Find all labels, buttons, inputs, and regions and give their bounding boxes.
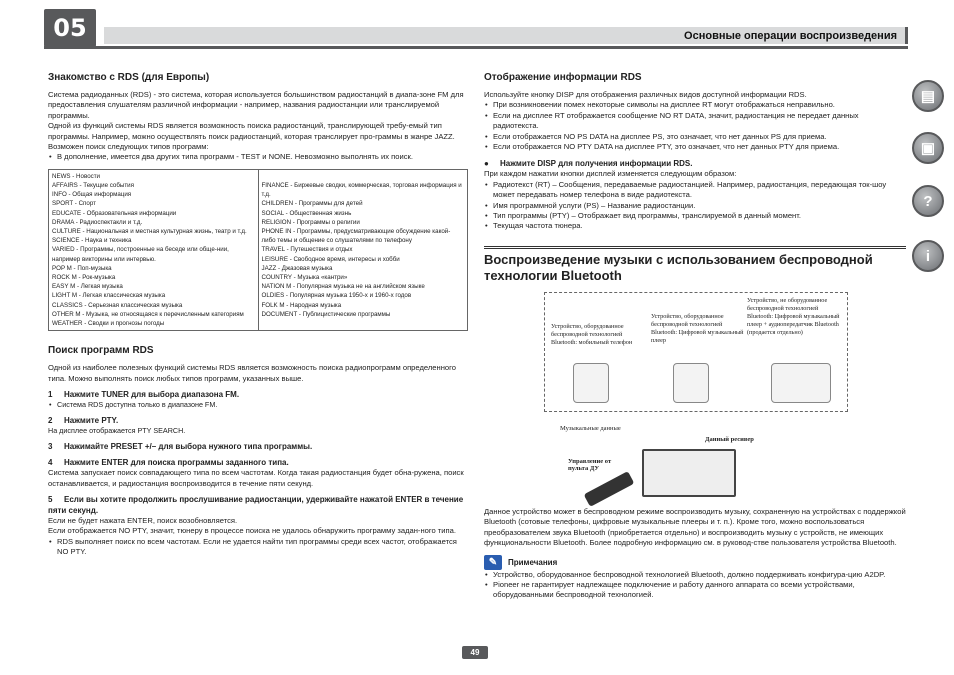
table-entry: NATION M - Популярная музыка не на английском языке bbox=[261, 283, 425, 291]
device-2-label: Устройство, оборудованное беспроводной технологией Bluetooth: Цифровой музыкальный плеер bbox=[651, 312, 744, 344]
display-item: • Текущая частота тюнера. bbox=[484, 221, 906, 231]
table-entry: OTHER M - Музыка, не относящаяся к перечисленным категориям bbox=[52, 310, 244, 318]
receiver-icon bbox=[642, 449, 736, 497]
notes-title: Примечания bbox=[508, 557, 558, 567]
table-entry: RELIGION - Программы о религии bbox=[261, 218, 360, 226]
display-item: • Тип программы (PTY) – Отображает вид программы, транслируемой в данный момент. bbox=[484, 211, 906, 221]
display-note: • Если на дисплее RT отображается сообщение NO RT DATA, значит, радиостанция не передает данных радиотекста. bbox=[484, 111, 906, 132]
rds-paragraph-1: Система радиоданных (RDS) - это система, которая используется большинством радиостанций в диапа-зоне FM для предоставления слушателям различной информации - например, названия радиостанции или транслируемой программы. bbox=[48, 90, 464, 120]
header-rule bbox=[44, 46, 908, 49]
receiver-label: Данный ресивер bbox=[705, 436, 754, 443]
search-title: Поиск программ RDS bbox=[48, 345, 154, 357]
display-title: Отображение информации RDS bbox=[484, 72, 642, 83]
step-2: 2 Нажмите PTY. bbox=[48, 416, 119, 426]
rds-title: Знакомство с RDS (для Европы) bbox=[48, 72, 210, 83]
step-4-sub: Система запускает поиск совпадающего типа по всем частотам. Когда такая радиостанция будет обна-ружена, поиск останавливается, и радиостанция воспроизводится в течение пяти секунд. bbox=[48, 468, 464, 488]
phone-icon bbox=[573, 363, 609, 403]
bluetooth-body bbox=[484, 507, 906, 601]
header-title: Основные операции воспроизведения bbox=[684, 29, 897, 42]
bluetooth-diagram bbox=[544, 292, 848, 412]
header-bar bbox=[104, 27, 908, 44]
table-entry: LIGHT M - Легкая классическая музыка bbox=[52, 292, 166, 300]
display-step: ● Нажмите DISP для получения информации RDS. bbox=[484, 159, 693, 169]
table-entry: LEISURE - Свободное время, интересы и хобби bbox=[261, 255, 400, 263]
display-note: • Если отображается NO PTY DATA на дисплее PTY, это означает, что нет данных PTY для приема. bbox=[484, 142, 906, 152]
bluetooth-title: Воспроизведение музыки с использованием беспроводной технологии Bluetooth bbox=[484, 246, 906, 284]
after-step-5-a: Если не будет нажата ENTER, поиск возобновляется. bbox=[48, 515, 238, 525]
chapter-number: 05 bbox=[44, 9, 96, 47]
table-entry: OLDIES - Популярная музыка 1950-х и 1960-х годов bbox=[261, 292, 412, 300]
step-3: 3 Нажимайте PRESET +/– для выбора нужного типа программы. bbox=[48, 442, 313, 452]
index-icon[interactable]: i bbox=[912, 240, 944, 272]
table-entry: EDUCATE - Образовательная информации bbox=[52, 209, 177, 217]
step-1: 1 Нажмите TUNER для выбора диапазона FM. bbox=[48, 390, 240, 400]
note-item: • Устройство, оборудованное беспроводной технологией Bluetooth, должно поддерживать конфигура-цию A2DP. bbox=[484, 570, 906, 580]
remote-icon bbox=[584, 471, 635, 507]
table-entry: EASY M - Легкая музыка bbox=[52, 283, 123, 291]
table-entry: NEWS - Новости bbox=[52, 172, 101, 180]
table-right-cell bbox=[258, 169, 468, 330]
device-icon[interactable]: ▣ bbox=[912, 132, 944, 164]
display-step-sub: При каждом нажатии кнопки дисплей изменяется следующим образом: bbox=[484, 169, 737, 179]
player-transmitter-icon bbox=[771, 363, 831, 403]
table-entry: FINANCE - Биржевые сводки, коммерческая, торговая информация и т.д. bbox=[261, 182, 462, 199]
table-entry: POP M - Поп-музыка bbox=[52, 264, 112, 272]
table-entry: CHILDREN - Программы для детей bbox=[261, 200, 363, 208]
table-entry: DRAMA - Радиоспектакли и т.д. bbox=[52, 218, 143, 226]
table-entry: CLASSICS - Серьезная классическая музыка bbox=[52, 301, 183, 309]
program-types-table bbox=[48, 169, 468, 331]
step-4: 4 Нажмите ENTER для поиска программы заданного типа. bbox=[48, 458, 289, 468]
display-item: • Имя программной услуги (PS) – Название радиостанции. bbox=[484, 201, 906, 211]
step-5: 5 Если вы хотите продолжить прослушивание радиостанции, удерживайте нажатой ENTER в течение пяти секунд. bbox=[48, 494, 464, 515]
table-entry: PHONE IN - Программы, предусматривающие обсуждение какой-либо темы и общение со слушателями по телефону bbox=[261, 228, 451, 245]
rds-paragraph-3: Возможен поиск следующих типов программ: bbox=[48, 142, 209, 152]
table-entry: TRAVEL - Путешествия и отдых bbox=[261, 246, 353, 254]
book-icon[interactable]: ▤ bbox=[912, 80, 944, 112]
device-1-label: Устройство, оборудованное беспроводной технологией Bluetooth: мобильный телефон bbox=[551, 322, 633, 346]
bluetooth-paragraph: Данное устройство может в беспроводном режиме воспроизводить музыку, сохраненную на устройствах с поддержкой Bluetooth (сотовые телефоны, цифровые музыкальные плееры и т. п.). Кроме того, можно воспользоваться преобразователем звука Bluetooth (приобретается отдельно) и воспроизводить музыку с устройств, не имеющих функциональности Bluetooth. Более подробную информацию см. в руковод-стве пользователя устройства Bluetooth. bbox=[484, 507, 906, 548]
music-player-icon bbox=[673, 363, 709, 403]
music-data-label: Музыкальные данные bbox=[560, 425, 621, 432]
device-3-label: Устройство, не оборудованное беспроводной технологией Bluetooth: Цифровой музыкальный плеер + аудиопередатчик Bluetooth (продается отдельно) bbox=[747, 296, 840, 336]
display-paragraph: Используйте кнопку DISP для отображения различных видов доступной информации RDS. bbox=[484, 90, 807, 99]
remote-label: Управление от пульта ДУ bbox=[568, 458, 612, 472]
note-item: • Pioneer не гарантирует надлежащее подключение и работу данного аппарата со всеми устройствами, оборудованными беспроводной технологией. bbox=[484, 580, 906, 601]
search-paragraph: Одной из наиболее полезных функций системы RDS является возможность поиска радиопрограмм определенного типа. Можно выполнять поиск любых типов программ, указанных выше. bbox=[48, 363, 456, 383]
display-item: • Радиотекст (RT) – Сообщения, передаваемые радиостанцией. Например, радиостанция, передающая ток-шоу может передавать номер телефона в виде радиотекста. bbox=[484, 180, 906, 201]
table-entry: CULTURE - Национальная и местная культурная жизнь, театр и т.д. bbox=[52, 228, 247, 236]
notes-header bbox=[484, 555, 906, 570]
table-entry: VARIED - Программы, построенные на беседе или обще-нии, например викторины или интервью. bbox=[52, 246, 229, 263]
table-entry: SOCIAL - Общественная жизнь bbox=[261, 209, 352, 217]
right-column bbox=[484, 72, 906, 412]
note-icon: ✎ bbox=[484, 555, 502, 570]
table-left-cell bbox=[49, 169, 259, 330]
step-2-sub: На дисплее отображается PTY SEARCH. bbox=[48, 426, 186, 436]
table-entry: INFO - Общая информация bbox=[52, 191, 132, 199]
display-note: • Если отображается NO PS DATA на дисплее PS, это означает, что нет данных PS для приема. bbox=[484, 132, 906, 142]
after-step-5-note: • RDS выполняет поиск по всем частотам. Если не удается найти тип программы среди всех частот, отображается NO PTY. bbox=[48, 537, 468, 558]
table-entry: SPORT - Спорт bbox=[52, 200, 96, 208]
table-entry: ROCK M - Рок-музыка bbox=[52, 274, 116, 282]
table-entry: SCIENCE - Наука и техника bbox=[52, 237, 132, 245]
page-number: 49 bbox=[462, 646, 488, 659]
table-entry: FOLK M - Народная музыка bbox=[261, 301, 342, 309]
after-step-5-b: Если отображается NO PTY, значит, тюнеру в процессе поиска не удалось обнаружить программу задан-ного типа. bbox=[48, 526, 456, 536]
table-entry: DOCUMENT - Публицистические программы bbox=[261, 310, 391, 318]
table-entry: AFFAIRS - Текущие события bbox=[52, 182, 134, 190]
left-column bbox=[48, 72, 468, 558]
table-entry: COUNTRY - Музыка «кантри» bbox=[261, 274, 348, 282]
table-entry: WEATHER - Сводки и прогнозы погоды bbox=[52, 320, 165, 328]
step-1-sub: • Система RDS доступна только в диапазоне FM. bbox=[48, 400, 468, 410]
table-entry: JAZZ - Джазовая музыка bbox=[261, 264, 333, 272]
rds-paragraph-2: Одной из функций системы RDS является возможность поиска радиостанций, транслирующей требу-емый тип программы. Например, можно осуществлять поиск радиостанций, которая транслирует про-граммы в жанре JAZZ. bbox=[48, 121, 455, 141]
display-note: • При возникновении помех некоторые символы на дисплее RT могут отображаться неправильно. bbox=[484, 100, 906, 110]
help-icon[interactable]: ? bbox=[912, 185, 944, 217]
rds-list-item: • В дополнение, имеется два других типа программ - TEST и NONE. Невозможно выполнять их поиск. bbox=[48, 152, 468, 162]
